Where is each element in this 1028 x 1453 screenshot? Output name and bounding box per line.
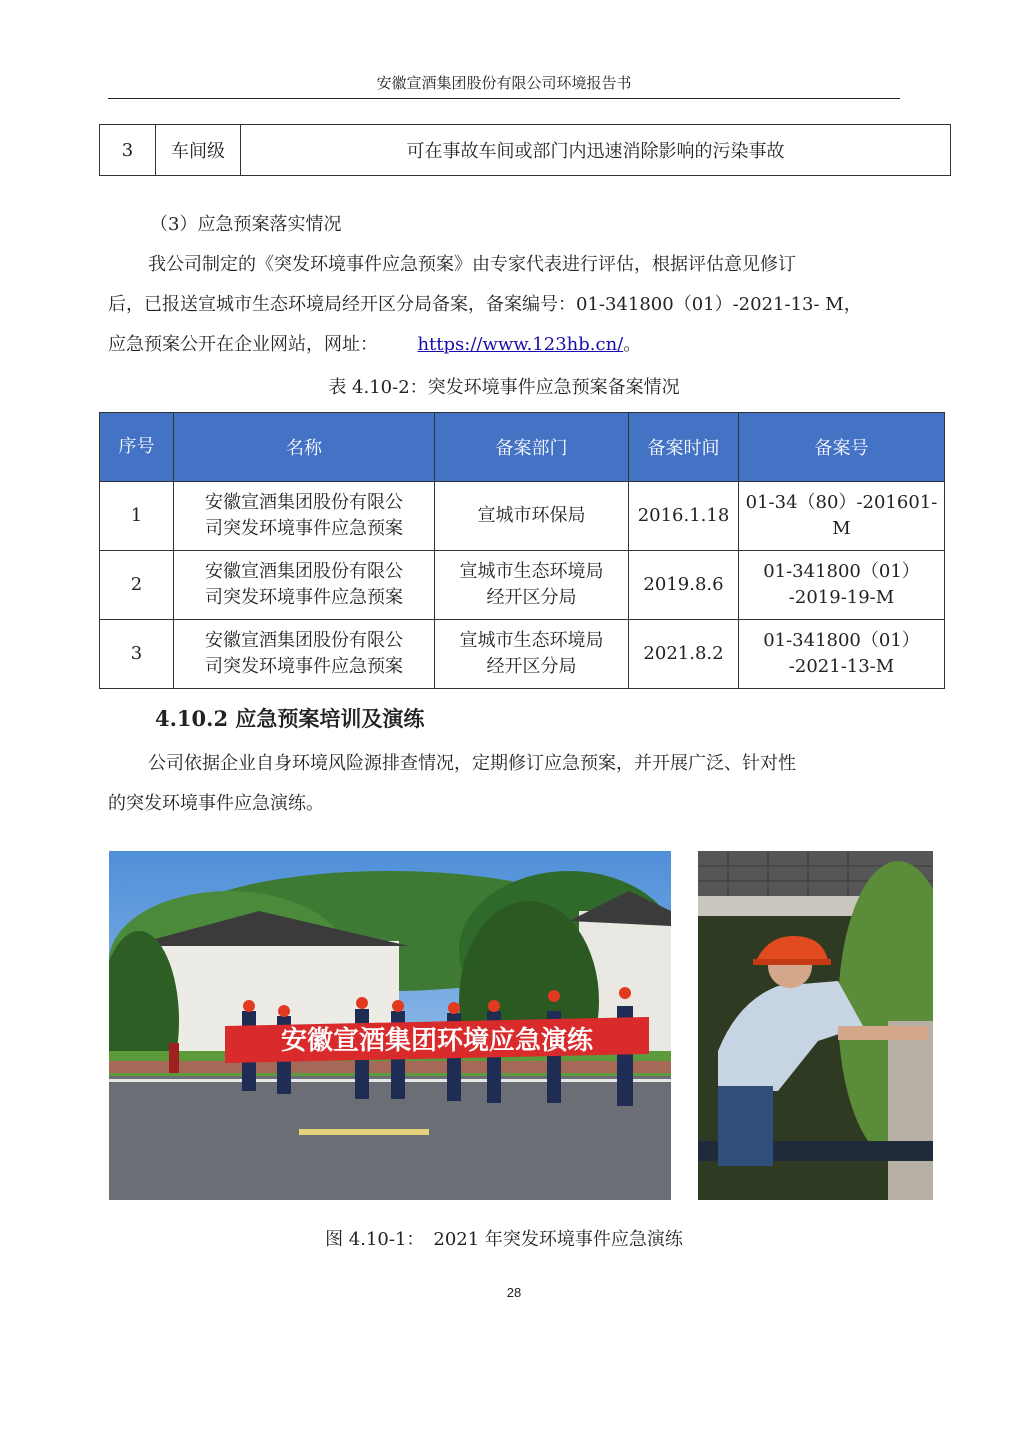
col-header-no: 序号 xyxy=(100,413,174,482)
cell-name: 安徽宣酒集团股份有限公 司突发环境事件应急预案 xyxy=(174,551,435,620)
table-row xyxy=(100,620,945,689)
level-table xyxy=(99,124,951,176)
paragraph-line xyxy=(108,325,900,365)
table-row xyxy=(100,482,945,551)
col-header-code: 备案号 xyxy=(739,413,945,482)
paragraph-line: 的突发环境事件应急演练。 xyxy=(108,793,324,814)
cell-code: 01-341800（01） -2019-19-M xyxy=(739,551,945,620)
header-rule xyxy=(108,98,900,99)
website-link[interactable]: https://www.123hb.cn/ xyxy=(417,334,624,355)
section-title: 4.10.2 应急预案培训及演练 xyxy=(155,706,425,731)
cell-dept: 宣城市生态环境局 经开区分局 xyxy=(435,551,629,620)
page-number: 28 xyxy=(506,1285,522,1300)
cell-no: 3 xyxy=(100,620,174,689)
cell-code: 01-34（80）-201601-M xyxy=(739,482,945,551)
paragraph-filing xyxy=(108,245,900,365)
paragraph-text: 。 xyxy=(623,334,642,355)
paragraph-line: 后，已报送宣城市生态环境局经开区分局备案，备案编号：01-341800（01）-2021-13- M， xyxy=(108,294,862,315)
paragraph-line: 公司依据企业自身环境风险源排查情况，定期修订应急预案，并开展广泛、针对性 xyxy=(148,753,796,774)
cell-name: 安徽宣酒集团股份有限公 司突发环境事件应急预案 xyxy=(174,482,435,551)
cell-dept: 宣城市生态环境局 经开区分局 xyxy=(435,620,629,689)
col-header-time: 备案时间 xyxy=(629,413,739,482)
level-no: 3 xyxy=(100,125,156,176)
cell-name: 安徽宣酒集团股份有限公 司突发环境事件应急预案 xyxy=(174,620,435,689)
subheading: （3）应急预案落实情况 xyxy=(150,214,342,235)
level-desc: 可在事故车间或部门内迅速消除影响的污染事故 xyxy=(241,125,951,176)
banner-text: 安徽宣酒集团环境应急演练 xyxy=(280,1026,594,1056)
drill-group-photo xyxy=(109,851,671,1200)
paragraph-line: 我公司制定的《突发环境事件应急预案》由专家代表进行评估，根据评估意见修订 xyxy=(148,254,796,275)
cell-no: 2 xyxy=(100,551,174,620)
table-header-row xyxy=(100,413,945,482)
filing-table xyxy=(99,412,945,689)
cell-no: 1 xyxy=(100,482,174,551)
cell-time: 2016.1.18 xyxy=(629,482,739,551)
table-caption: 表 4.10-2：突发环境事件应急预案备案情况 xyxy=(328,377,680,398)
cell-time: 2021.8.2 xyxy=(629,620,739,689)
document-header: 安徽宣酒集团股份有限公司环境报告书 xyxy=(376,74,632,92)
paragraph-drill xyxy=(108,744,900,824)
figure-caption: 图 4.10-1： 2021 年突发环境事件应急演练 xyxy=(325,1229,683,1250)
drill-inspection-photo xyxy=(698,851,933,1200)
cell-code: 01-341800（01） -2021-13-M xyxy=(739,620,945,689)
table-row xyxy=(100,125,951,176)
col-header-name: 名称 xyxy=(174,413,435,482)
col-header-dept: 备案部门 xyxy=(435,413,629,482)
level-name: 车间级 xyxy=(156,125,241,176)
cell-time: 2019.8.6 xyxy=(629,551,739,620)
cell-dept: 宣城市环保局 xyxy=(435,482,629,551)
paragraph-text: 应急预案公开在企业网站，网址： xyxy=(108,334,378,355)
table-row xyxy=(100,551,945,620)
